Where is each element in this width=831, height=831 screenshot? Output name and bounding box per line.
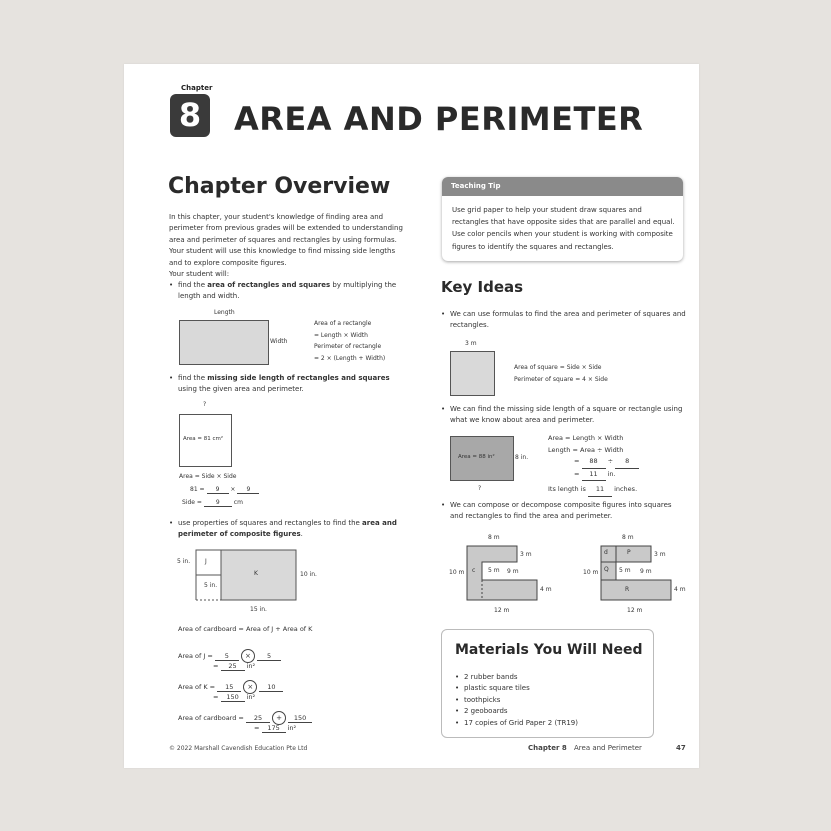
teaching-tip <box>442 177 683 261</box>
key-idea-3: • We can compose or decompose composite figures into squares and rectangles to find the area and perimeter. <box>441 501 672 521</box>
chapter-label: Chapter <box>181 84 213 92</box>
card-c2: = 175 in² <box>254 724 297 732</box>
footer-copyright: © 2022 Marshall Cavendish Education Pte Ltd <box>169 745 308 752</box>
chapter-number: 8 <box>170 94 210 137</box>
fig3-5in-left: 5 in. <box>177 558 191 565</box>
key-rect-question: ? <box>478 485 482 492</box>
materials-item: • 2 rubber bands <box>464 672 578 683</box>
kc1-top: 8 m <box>488 534 500 541</box>
kc1-i9: 9 m <box>507 568 519 575</box>
fig2-line3: Side = 9 cm <box>182 499 243 506</box>
key-rect-formulas: Area = Length × Width Length = Area ÷ Width = 88 ÷ 8 = 11 in. Its length is 11 inches. <box>548 433 639 497</box>
materials-list <box>464 672 578 729</box>
kc2-r4: 4 m <box>674 586 686 593</box>
card-c1: Area of cardboard = 25 + 150 <box>178 711 312 725</box>
fig2-line1: Area = Side × Side <box>179 473 237 480</box>
overview-heading: Chapter Overview <box>168 174 391 199</box>
chapter-title: AREA AND PERIMETER <box>234 100 644 138</box>
footer-chapter: Chapter 8 <box>528 744 567 752</box>
fig2-line2: 81 = 9 × 9 <box>190 486 259 494</box>
key-square <box>450 351 495 396</box>
kc2-inner: 5 m <box>619 567 631 574</box>
fig3-5in-bottom: 5 in. <box>204 582 218 589</box>
card-j2: = 25 in² <box>213 662 256 670</box>
kc2-q: Q <box>604 566 609 573</box>
materials-item: • toothpicks <box>464 695 578 706</box>
teaching-tip-body: Use grid paper to help your student draw squares and rectangles that have opposite sides that are parallel and equal. Use color pencils when your student is working with composite figures to identify the squares and rectangles. <box>452 206 675 251</box>
kc2-r3: 3 m <box>654 551 666 558</box>
materials-heading: Materials You Will Need <box>455 642 643 658</box>
kc2-left: 10 m <box>583 569 599 576</box>
key-rect-side: 8 in. <box>515 454 529 461</box>
card-k1: Area of K = 15 × 10 <box>178 680 283 694</box>
card-line0: Area of cardboard = Area of J + Area of K <box>178 625 313 633</box>
fig3-k: K <box>254 570 258 577</box>
overview-bullet-3: • use properties of squares and rectangles to find the area and perimeter of composite figures. <box>169 519 397 539</box>
materials-item: • 17 copies of Grid Paper 2 (TR19) <box>464 718 578 729</box>
fig3-j: J <box>205 558 207 565</box>
kc2-r: R <box>625 586 630 593</box>
footer-page-number: 47 <box>676 744 686 752</box>
fig3-15in: 15 in. <box>250 606 267 613</box>
key-square-formulas: Area of square = Side × Side Perimeter of square = 4 × Side <box>514 364 608 383</box>
fig1-formulas: Area of a rectangle = Length × Width Perimeter of rectangle = 2 × (Length + Width) <box>314 320 386 362</box>
key-idea-2: • We can find the missing side length of a square or rectangle using what we know about area and perimeter. <box>441 405 683 425</box>
teaching-tip-header: Teaching Tip <box>442 177 683 196</box>
fig1-length-label: Length <box>214 309 235 316</box>
overview-bullet-1: • find the area of rectangles and squares by multiplying the length and width. <box>169 281 397 301</box>
card-j1: Area of J = 5 × 5 <box>178 649 281 663</box>
footer-title: Area and Perimeter <box>574 744 642 752</box>
fig3-composite <box>174 544 324 616</box>
kc2-i9: 9 m <box>640 568 652 575</box>
kc1-bottom: 12 m <box>494 607 510 614</box>
fig2-area: Area = 81 cm² <box>183 436 224 442</box>
fig2-question: ? <box>203 401 207 408</box>
kc2-top: 8 m <box>622 534 634 541</box>
fig1-rectangle <box>179 320 269 365</box>
key-ideas-heading: Key Ideas <box>441 278 524 296</box>
kc1-r3: 3 m <box>520 551 532 558</box>
fig3-10in: 10 in. <box>300 571 317 578</box>
materials-item: • plastic square tiles <box>464 683 578 694</box>
kc1-r4: 4 m <box>540 586 552 593</box>
kc2-bottom: 12 m <box>627 607 643 614</box>
materials-box <box>441 629 654 738</box>
kc2-d: d <box>604 549 608 556</box>
kc1-left: 10 m <box>449 569 465 576</box>
kc1-inner: 5 m <box>488 567 500 574</box>
card-k2: = 150 in² <box>213 693 256 701</box>
fig1-width-label: Width <box>270 338 288 345</box>
textbook-page <box>124 64 699 768</box>
materials-item: • 2 geoboards <box>464 706 578 717</box>
overview-bullet-2: • find the missing side length of rectangles and squares using the given area and perimeter. <box>169 374 390 394</box>
key-rect-area: Area = 88 in² <box>458 454 495 460</box>
kc1-c: c <box>472 567 476 574</box>
overview-intro: In this chapter, your student's knowledge of finding area and perimeter from previous grades will be extended to understanding area and perimeter of squares and rectangles by using formulas. Your student will use this knowledge to find missing side lengths and to explore composite figures. Your student will: <box>169 213 403 279</box>
key-square-top: 3 m <box>465 340 477 347</box>
key-idea-1: • We can use formulas to find the area and perimeter of squares and rectangles. <box>441 310 686 330</box>
kc2-p: P <box>627 549 631 556</box>
